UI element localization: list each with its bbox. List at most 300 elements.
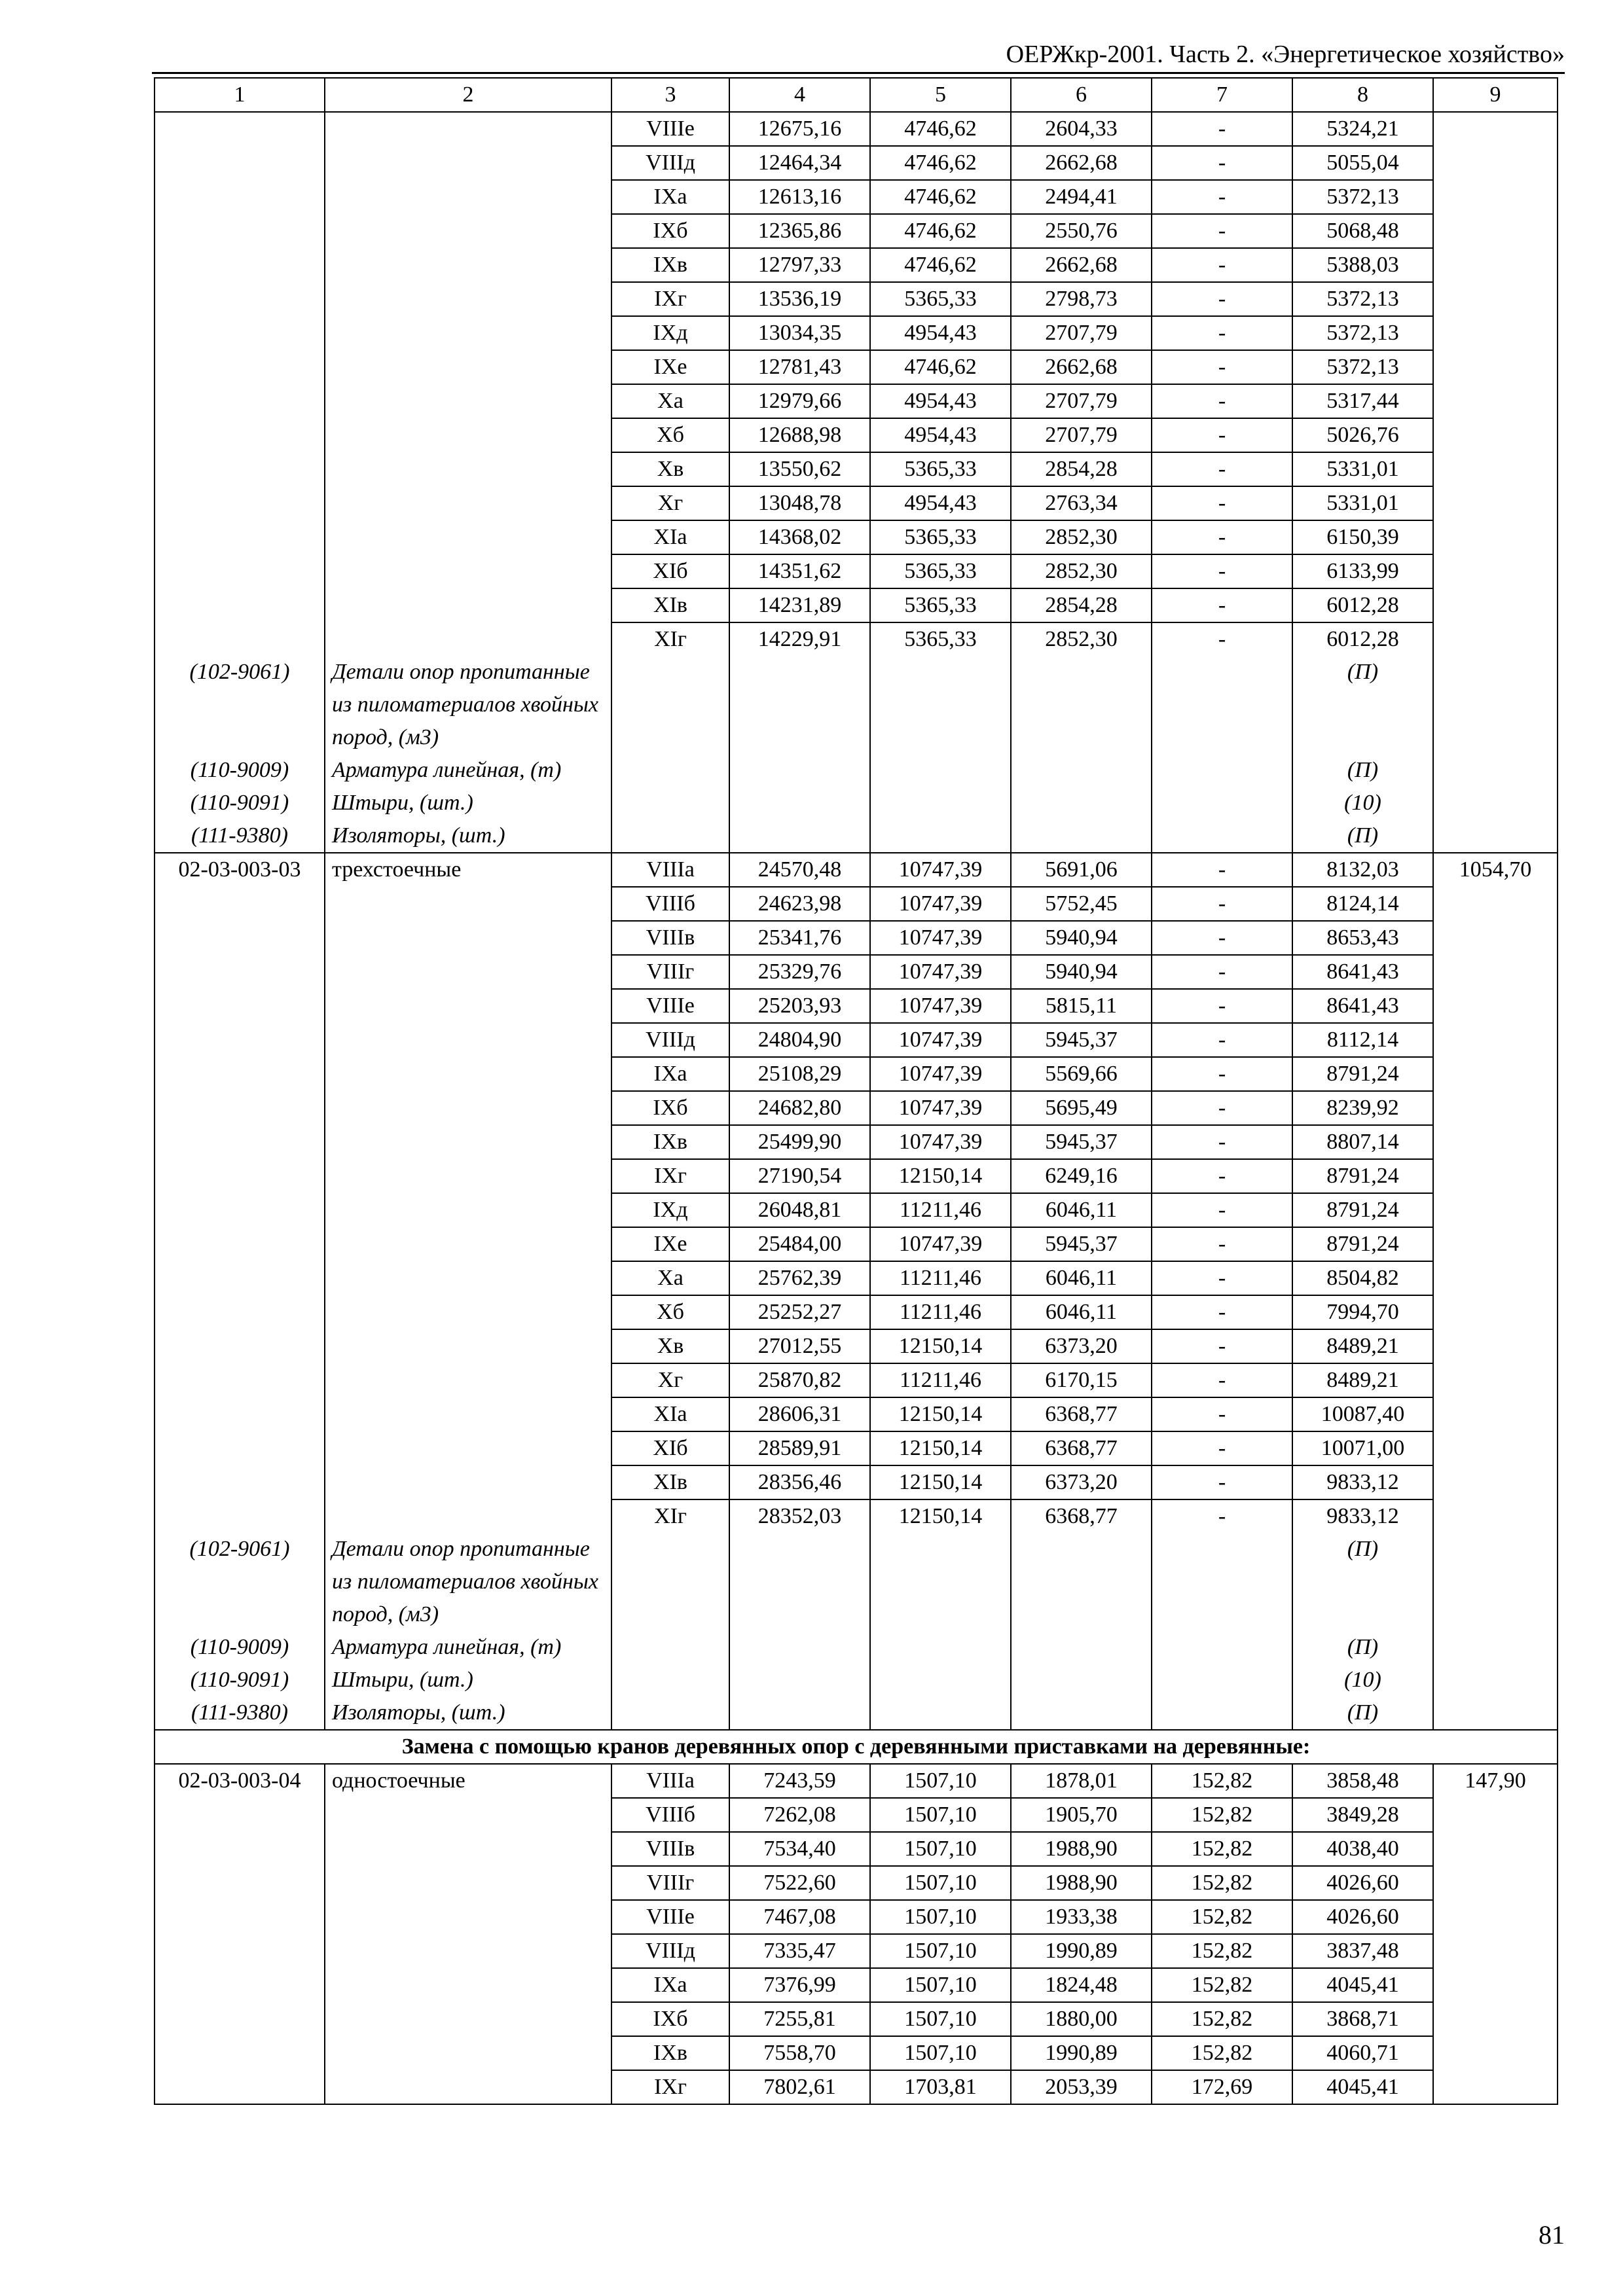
rate-code-cell bbox=[155, 486, 325, 520]
rate-code-cell bbox=[155, 1125, 325, 1159]
region-cell: XIв bbox=[611, 588, 729, 622]
region-cell: Xб bbox=[611, 1295, 729, 1329]
table-row bbox=[155, 1866, 1558, 1900]
region-cell bbox=[611, 1631, 729, 1664]
value-cell: 10071,00 bbox=[1292, 1431, 1433, 1465]
resource-code-cell: (102-9061) bbox=[155, 1533, 325, 1631]
value-cell: (10) bbox=[1292, 787, 1433, 819]
rate-code-cell bbox=[155, 1798, 325, 1832]
value-cell bbox=[729, 1533, 870, 1631]
value-cell: 1507,10 bbox=[870, 1798, 1011, 1832]
value-cell: 10747,39 bbox=[870, 1023, 1011, 1057]
value-cell: - bbox=[1152, 112, 1292, 146]
value-cell: 1933,38 bbox=[1011, 1900, 1152, 1934]
region-cell: Xг bbox=[611, 486, 729, 520]
table-row bbox=[155, 1397, 1558, 1431]
value-cell: 24682,80 bbox=[729, 1091, 870, 1125]
rate-code-cell bbox=[155, 384, 325, 418]
value-cell: 6373,20 bbox=[1011, 1465, 1152, 1499]
value-cell bbox=[870, 1631, 1011, 1664]
value-cell: 5324,21 bbox=[1292, 112, 1433, 146]
work-name-cell bbox=[325, 146, 611, 180]
column-number-cell: 6 bbox=[1011, 78, 1152, 112]
value-cell bbox=[729, 656, 870, 754]
value-cell bbox=[729, 1664, 870, 1696]
value-cell: - bbox=[1152, 1159, 1292, 1193]
table-row bbox=[155, 520, 1558, 554]
value-cell: 5365,33 bbox=[870, 588, 1011, 622]
work-name-cell bbox=[325, 1295, 611, 1329]
value-cell: 1703,81 bbox=[870, 2070, 1011, 2104]
value-cell: 12464,34 bbox=[729, 146, 870, 180]
rate-code-cell bbox=[155, 1397, 325, 1431]
labor-cell bbox=[1433, 1631, 1558, 1664]
value-cell: - bbox=[1152, 1295, 1292, 1329]
value-cell: - bbox=[1152, 1499, 1292, 1533]
rate-code-cell bbox=[155, 452, 325, 486]
value-cell: 1878,01 bbox=[1011, 1764, 1152, 1798]
rate-code-cell bbox=[155, 1329, 325, 1363]
value-cell: 10747,39 bbox=[870, 955, 1011, 989]
value-cell: 10747,39 bbox=[870, 989, 1011, 1023]
value-cell bbox=[870, 656, 1011, 754]
work-name-cell bbox=[325, 1499, 611, 1533]
value-cell: 28606,31 bbox=[729, 1397, 870, 1431]
value-cell: 2707,79 bbox=[1011, 316, 1152, 350]
labor-cell bbox=[1433, 1193, 1558, 1227]
labor-cell bbox=[1433, 1696, 1558, 1730]
labor-cell bbox=[1433, 656, 1558, 754]
rate-code-cell bbox=[155, 2036, 325, 2070]
value-cell: - bbox=[1152, 180, 1292, 214]
value-cell: 6012,28 bbox=[1292, 588, 1433, 622]
work-name-cell bbox=[325, 1159, 611, 1193]
value-cell: 8239,92 bbox=[1292, 1091, 1433, 1125]
work-name-cell bbox=[325, 1832, 611, 1866]
region-cell: XIа bbox=[611, 520, 729, 554]
value-cell: 11211,46 bbox=[870, 1295, 1011, 1329]
table-row bbox=[155, 622, 1558, 656]
labor-cell bbox=[1433, 819, 1558, 853]
value-cell: 1905,70 bbox=[1011, 1798, 1152, 1832]
value-cell: 1988,90 bbox=[1011, 1832, 1152, 1866]
table-row bbox=[155, 1159, 1558, 1193]
labor-cell bbox=[1433, 1261, 1558, 1295]
value-cell: (П) bbox=[1292, 754, 1433, 787]
value-cell: 10747,39 bbox=[870, 1227, 1011, 1261]
value-cell: 12150,14 bbox=[870, 1397, 1011, 1431]
work-name-cell bbox=[325, 1900, 611, 1934]
column-number-cell: 3 bbox=[611, 78, 729, 112]
work-name-cell bbox=[325, 1193, 611, 1227]
value-cell: - bbox=[1152, 989, 1292, 1023]
value-cell: - bbox=[1152, 282, 1292, 316]
region-cell: IXг bbox=[611, 282, 729, 316]
value-cell: 14368,02 bbox=[729, 520, 870, 554]
value-cell: 8791,24 bbox=[1292, 1227, 1433, 1261]
value-cell bbox=[1152, 1664, 1292, 1696]
value-cell: 5695,49 bbox=[1011, 1091, 1152, 1125]
value-cell: 10087,40 bbox=[1292, 1397, 1433, 1431]
value-cell: 11211,46 bbox=[870, 1193, 1011, 1227]
value-cell: 4954,43 bbox=[870, 486, 1011, 520]
region-cell: Xг bbox=[611, 1363, 729, 1397]
page-number: 81 bbox=[1539, 2220, 1565, 2250]
region-cell: IXв bbox=[611, 1125, 729, 1159]
value-cell: - bbox=[1152, 316, 1292, 350]
work-name-cell bbox=[325, 1465, 611, 1499]
value-cell: 2662,68 bbox=[1011, 350, 1152, 384]
work-name-cell bbox=[325, 1125, 611, 1159]
work-name-cell bbox=[325, 1023, 611, 1057]
value-cell: 5365,33 bbox=[870, 282, 1011, 316]
table-row bbox=[155, 1193, 1558, 1227]
region-cell: XIг bbox=[611, 1499, 729, 1533]
resource-name-cell: Штыри, (шт.) bbox=[325, 1664, 611, 1696]
resource-name-cell: Детали опор пропитанные из пиломатериалов хвойных пород, (м3) bbox=[325, 656, 611, 754]
value-cell: 5055,04 bbox=[1292, 146, 1433, 180]
value-cell bbox=[729, 1696, 870, 1730]
value-cell: 4045,41 bbox=[1292, 1968, 1433, 2002]
value-cell: - bbox=[1152, 622, 1292, 656]
labor-cell bbox=[1433, 350, 1558, 384]
table-row bbox=[155, 1057, 1558, 1091]
region-cell: Xа bbox=[611, 1261, 729, 1295]
value-cell: 5365,33 bbox=[870, 452, 1011, 486]
value-cell: 7255,81 bbox=[729, 2002, 870, 2036]
value-cell: 8124,14 bbox=[1292, 887, 1433, 921]
value-cell: 4746,62 bbox=[870, 112, 1011, 146]
value-cell bbox=[1152, 1631, 1292, 1664]
value-cell: - bbox=[1152, 955, 1292, 989]
value-cell: 13550,62 bbox=[729, 452, 870, 486]
value-cell: 3858,48 bbox=[1292, 1764, 1433, 1798]
section-heading-row bbox=[155, 1730, 1558, 1764]
value-cell: 2763,34 bbox=[1011, 486, 1152, 520]
value-cell: 9833,12 bbox=[1292, 1465, 1433, 1499]
value-cell: 2854,28 bbox=[1011, 452, 1152, 486]
work-name-cell bbox=[325, 384, 611, 418]
work-name-cell bbox=[325, 350, 611, 384]
value-cell bbox=[729, 754, 870, 787]
value-cell: 25484,00 bbox=[729, 1227, 870, 1261]
value-cell: 7522,60 bbox=[729, 1866, 870, 1900]
rate-code-cell bbox=[155, 1866, 325, 1900]
resource-name-cell: Арматура линейная, (т) bbox=[325, 1631, 611, 1664]
value-cell: 11211,46 bbox=[870, 1261, 1011, 1295]
rate-code-cell bbox=[155, 214, 325, 248]
region-cell: IXв bbox=[611, 2036, 729, 2070]
table-row bbox=[155, 2002, 1558, 2036]
table-row bbox=[155, 1968, 1558, 2002]
rate-code-cell bbox=[155, 955, 325, 989]
table-row bbox=[155, 554, 1558, 588]
rate-code-cell bbox=[155, 1499, 325, 1533]
resource-name-cell: Изоляторы, (шт.) bbox=[325, 1696, 611, 1730]
value-cell: 1507,10 bbox=[870, 1934, 1011, 1968]
value-cell: 5372,13 bbox=[1292, 282, 1433, 316]
table-row bbox=[155, 1091, 1558, 1125]
value-cell: - bbox=[1152, 853, 1292, 887]
table-row bbox=[155, 1329, 1558, 1363]
labor-cell bbox=[1433, 282, 1558, 316]
value-cell: 1507,10 bbox=[870, 2036, 1011, 2070]
value-cell: 2707,79 bbox=[1011, 418, 1152, 452]
value-cell: 6368,77 bbox=[1011, 1397, 1152, 1431]
value-cell: 24623,98 bbox=[729, 887, 870, 921]
table-row bbox=[155, 418, 1558, 452]
labor-cell bbox=[1433, 754, 1558, 787]
rate-code-cell bbox=[155, 2002, 325, 2036]
value-cell: 4954,43 bbox=[870, 384, 1011, 418]
region-cell: VIIIв bbox=[611, 921, 729, 955]
labor-cell bbox=[1433, 384, 1558, 418]
value-cell: 4746,62 bbox=[870, 214, 1011, 248]
value-cell: 12150,14 bbox=[870, 1499, 1011, 1533]
work-name-cell bbox=[325, 452, 611, 486]
value-cell: 1507,10 bbox=[870, 1832, 1011, 1866]
value-cell bbox=[729, 1631, 870, 1664]
labor-cell bbox=[1433, 452, 1558, 486]
work-name-cell bbox=[325, 112, 611, 146]
value-cell: 9833,12 bbox=[1292, 1499, 1433, 1533]
labor-cell bbox=[1433, 1900, 1558, 1934]
resource-code-cell: (110-9009) bbox=[155, 1631, 325, 1664]
value-cell bbox=[1011, 754, 1152, 787]
value-cell: 7467,08 bbox=[729, 1900, 870, 1934]
rate-code-cell bbox=[155, 1431, 325, 1465]
value-cell bbox=[1011, 1631, 1152, 1664]
labor-cell: 147,90 bbox=[1433, 1764, 1558, 1798]
region-cell: VIIIд bbox=[611, 146, 729, 180]
labor-cell bbox=[1433, 588, 1558, 622]
work-name-cell bbox=[325, 887, 611, 921]
labor-cell bbox=[1433, 2002, 1558, 2036]
rates-table bbox=[154, 77, 1558, 2105]
value-cell: - bbox=[1152, 1363, 1292, 1397]
resource-row bbox=[155, 1631, 1558, 1664]
resource-name-cell: Арматура линейная, (т) bbox=[325, 754, 611, 787]
resource-row bbox=[155, 787, 1558, 819]
value-cell: 1507,10 bbox=[870, 2002, 1011, 2036]
value-cell: 1988,90 bbox=[1011, 1866, 1152, 1900]
value-cell: 4746,62 bbox=[870, 146, 1011, 180]
labor-cell bbox=[1433, 787, 1558, 819]
value-cell: 12688,98 bbox=[729, 418, 870, 452]
rate-code-cell bbox=[155, 1832, 325, 1866]
value-cell: 152,82 bbox=[1152, 2002, 1292, 2036]
value-cell: 8791,24 bbox=[1292, 1057, 1433, 1091]
value-cell: 25870,82 bbox=[729, 1363, 870, 1397]
value-cell bbox=[870, 754, 1011, 787]
work-name-cell bbox=[325, 2036, 611, 2070]
table-row bbox=[155, 1832, 1558, 1866]
labor-cell bbox=[1433, 1934, 1558, 1968]
work-name-cell bbox=[325, 418, 611, 452]
rate-code-cell bbox=[155, 1900, 325, 1934]
value-cell: - bbox=[1152, 887, 1292, 921]
value-cell: 7994,70 bbox=[1292, 1295, 1433, 1329]
value-cell: 12613,16 bbox=[729, 180, 870, 214]
value-cell: 2707,79 bbox=[1011, 384, 1152, 418]
value-cell: 12979,66 bbox=[729, 384, 870, 418]
work-name-cell bbox=[325, 180, 611, 214]
value-cell: 28589,91 bbox=[729, 1431, 870, 1465]
value-cell: 8489,21 bbox=[1292, 1329, 1433, 1363]
value-cell: 8641,43 bbox=[1292, 989, 1433, 1023]
value-cell: 5372,13 bbox=[1292, 350, 1433, 384]
value-cell bbox=[1152, 656, 1292, 754]
labor-cell bbox=[1433, 554, 1558, 588]
rate-code-cell bbox=[155, 1159, 325, 1193]
region-cell bbox=[611, 1533, 729, 1631]
value-cell: 6170,15 bbox=[1011, 1363, 1152, 1397]
value-cell: 5365,33 bbox=[870, 520, 1011, 554]
labor-cell bbox=[1433, 1832, 1558, 1866]
work-name-cell bbox=[325, 1227, 611, 1261]
value-cell: 7243,59 bbox=[729, 1764, 870, 1798]
region-cell: IXе bbox=[611, 1227, 729, 1261]
value-cell: 10747,39 bbox=[870, 887, 1011, 921]
value-cell: 12365,86 bbox=[729, 214, 870, 248]
region-cell bbox=[611, 754, 729, 787]
value-cell bbox=[729, 787, 870, 819]
value-cell: 4746,62 bbox=[870, 350, 1011, 384]
value-cell: 172,69 bbox=[1152, 2070, 1292, 2104]
value-cell bbox=[729, 819, 870, 853]
value-cell: 2852,30 bbox=[1011, 520, 1152, 554]
table-row bbox=[155, 1499, 1558, 1533]
value-cell: 1824,48 bbox=[1011, 1968, 1152, 2002]
rate-code-cell bbox=[155, 1193, 325, 1227]
table-row bbox=[155, 350, 1558, 384]
value-cell: 5940,94 bbox=[1011, 955, 1152, 989]
resource-code-cell: (102-9061) bbox=[155, 656, 325, 754]
value-cell: 7534,40 bbox=[729, 1832, 870, 1866]
value-cell: - bbox=[1152, 1261, 1292, 1295]
value-cell: 8504,82 bbox=[1292, 1261, 1433, 1295]
resource-row bbox=[155, 754, 1558, 787]
region-cell: VIIIа bbox=[611, 1764, 729, 1798]
table-row bbox=[155, 921, 1558, 955]
value-cell: 12150,14 bbox=[870, 1431, 1011, 1465]
table-row bbox=[155, 588, 1558, 622]
value-cell bbox=[1011, 1664, 1152, 1696]
work-name-cell bbox=[325, 955, 611, 989]
labor-cell bbox=[1433, 1664, 1558, 1696]
value-cell: 4026,60 bbox=[1292, 1900, 1433, 1934]
value-cell: 3868,71 bbox=[1292, 2002, 1433, 2036]
value-cell: 5331,01 bbox=[1292, 452, 1433, 486]
labor-cell bbox=[1433, 214, 1558, 248]
region-cell: XIб bbox=[611, 554, 729, 588]
rate-code-cell bbox=[155, 112, 325, 146]
labor-cell bbox=[1433, 1533, 1558, 1631]
running-header: ОЕРЖкр-2001. Часть 2. «Энергетическое хозяйство» bbox=[1006, 41, 1565, 68]
value-cell: 4954,43 bbox=[870, 316, 1011, 350]
table-row bbox=[155, 384, 1558, 418]
work-name-cell: одностоечные bbox=[325, 1764, 611, 1798]
rate-code-cell bbox=[155, 146, 325, 180]
table-row bbox=[155, 1227, 1558, 1261]
value-cell bbox=[1152, 754, 1292, 787]
value-cell bbox=[1011, 787, 1152, 819]
resource-row bbox=[155, 656, 1558, 754]
labor-cell bbox=[1433, 2070, 1558, 2104]
region-cell: IXг bbox=[611, 2070, 729, 2104]
work-name-cell bbox=[325, 588, 611, 622]
value-cell: - bbox=[1152, 588, 1292, 622]
labor-cell bbox=[1433, 1431, 1558, 1465]
value-cell bbox=[1152, 1533, 1292, 1631]
region-cell bbox=[611, 656, 729, 754]
value-cell: - bbox=[1152, 146, 1292, 180]
value-cell: 4026,60 bbox=[1292, 1866, 1433, 1900]
labor-cell bbox=[1433, 248, 1558, 282]
value-cell: - bbox=[1152, 1091, 1292, 1125]
table-row bbox=[155, 1023, 1558, 1057]
region-cell: IXа bbox=[611, 1057, 729, 1091]
resource-row bbox=[155, 1664, 1558, 1696]
value-cell: (П) bbox=[1292, 1631, 1433, 1664]
region-cell: IXв bbox=[611, 248, 729, 282]
labor-cell bbox=[1433, 146, 1558, 180]
table-row bbox=[155, 316, 1558, 350]
work-name-cell bbox=[325, 316, 611, 350]
labor-cell bbox=[1433, 1798, 1558, 1832]
value-cell: 2852,30 bbox=[1011, 622, 1152, 656]
region-cell: VIIIа bbox=[611, 853, 729, 887]
column-number-cell: 7 bbox=[1152, 78, 1292, 112]
value-cell: 6133,99 bbox=[1292, 554, 1433, 588]
value-cell: 26048,81 bbox=[729, 1193, 870, 1227]
value-cell: 7262,08 bbox=[729, 1798, 870, 1832]
value-cell: - bbox=[1152, 1431, 1292, 1465]
value-cell: - bbox=[1152, 350, 1292, 384]
value-cell: 12781,43 bbox=[729, 350, 870, 384]
value-cell: (П) bbox=[1292, 819, 1433, 853]
labor-cell bbox=[1433, 1125, 1558, 1159]
value-cell: 14351,62 bbox=[729, 554, 870, 588]
region-cell: VIIIд bbox=[611, 1934, 729, 1968]
value-cell bbox=[1011, 1696, 1152, 1730]
value-cell: 25329,76 bbox=[729, 955, 870, 989]
work-name-cell bbox=[325, 282, 611, 316]
region-cell: IXб bbox=[611, 1091, 729, 1125]
region-cell: IXа bbox=[611, 180, 729, 214]
value-cell: 5752,45 bbox=[1011, 887, 1152, 921]
work-name-cell bbox=[325, 989, 611, 1023]
value-cell: 2550,76 bbox=[1011, 214, 1152, 248]
region-cell: IXд bbox=[611, 316, 729, 350]
table-row bbox=[155, 486, 1558, 520]
value-cell: 5331,01 bbox=[1292, 486, 1433, 520]
value-cell: 25762,39 bbox=[729, 1261, 870, 1295]
rate-code-cell bbox=[155, 1023, 325, 1057]
work-name-cell bbox=[325, 1363, 611, 1397]
rate-code-cell bbox=[155, 350, 325, 384]
value-cell: - bbox=[1152, 418, 1292, 452]
region-cell: VIIIг bbox=[611, 955, 729, 989]
value-cell: 6368,77 bbox=[1011, 1431, 1152, 1465]
value-cell: 10747,39 bbox=[870, 1091, 1011, 1125]
table-row bbox=[155, 1363, 1558, 1397]
region-cell: IXд bbox=[611, 1193, 729, 1227]
value-cell: - bbox=[1152, 554, 1292, 588]
value-cell: 12150,14 bbox=[870, 1329, 1011, 1363]
labor-cell bbox=[1433, 1329, 1558, 1363]
column-number-cell: 9 bbox=[1433, 78, 1558, 112]
